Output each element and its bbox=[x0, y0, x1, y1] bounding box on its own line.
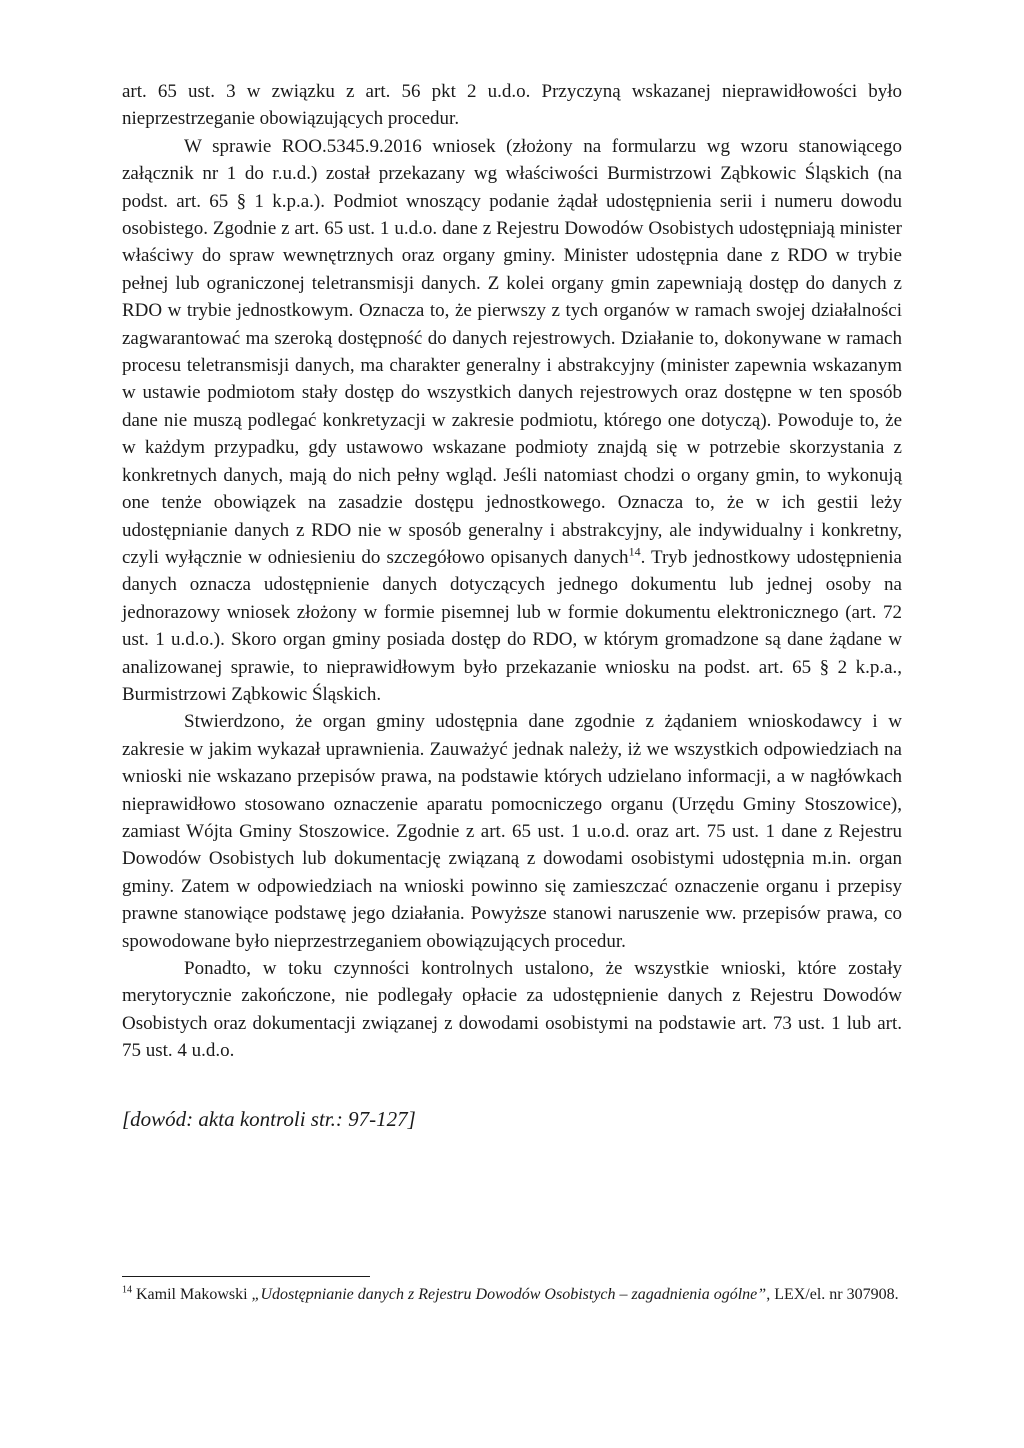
paragraph-2 bbox=[122, 133, 902, 709]
footnote-source: , LEX/el. nr 307908. bbox=[766, 1286, 899, 1303]
paragraph-1: art. 65 ust. 3 w związku z art. 56 pkt 2 u.d.o. Przyczyną wskazanej nieprawidłowości było nieprzestrzeganie obowiązujących procedur. bbox=[122, 81, 902, 130]
footnote-author: Kamil Makowski bbox=[132, 1286, 252, 1303]
main-text bbox=[122, 78, 902, 1065]
footnote bbox=[122, 1284, 902, 1305]
footnote-reference: 14 bbox=[628, 544, 641, 559]
footnote-title: „Udostępnianie danych z Rejestru Dowodów Osobistych – zagadnienia ogólne” bbox=[251, 1286, 767, 1303]
evidence-reference: [dowód: akta kontroli str.: 97-127] bbox=[122, 1106, 416, 1131]
paragraph-2-text: W sprawie ROO.5345.9.2016 wniosek (złożony na formularzu wg wzoru stanowiącego załącznik nr 1 do r.u.d.) został przekazany wg właściwości Burmistrzowi Ząbkowic Śląskich (na podst. art. 65 § 1 k.p.a.). Podmiot wnoszący podanie żądał udostępnienia serii i numeru dowodu osobistego. Zgodnie z art. 65 ust. 1 u.d.o. dane z Rejestru Dowodów Osobistych udostępniają minister właściwy do spraw wewnętrznych oraz organy gminy. Minister udostępnia dane z RDO w trybie pełnej lub ograniczonej teletransmisji danych. Z kolei organy gmin zapewniają dostęp do danych z RDO w trybie jednostkowym. Oznacza to, że pierwszy z tych organów w ramach swojej działalności zagwarantować ma szeroką dostępność do danych rejestrowych. Działanie to, dokonywane w ramach procesu teletransmisji danych, ma charakter generalny i abstrakcyjny (minister zapewnia wskazanym w ustawie podmiotom stały dostęp do wszystkich danych rejestrowych oraz dostępne w ten sposób dane nie muszą podlegać konkretyzacji w zakresie podmiotu, którego one dotyczą). Powoduje to, że w każdym przypadku, gdy ustawowo wskazane podmioty znajdą się w potrzebie skorzystania z konkretnych danych, mają do nich pełny wgląd. Jeśli natomiast chodzi o organy gmin, to wykonują one tenże obowiązek na zasadzie dostępu jednostkowego. Oznacza to, że w ich gestii leży udostępnianie danych z RDO nie w sposób generalny i abstrakcyjny, ale indywidualny i konkretny, czyli wyłącznie w odniesieniu do szczegółowo opisanych danych bbox=[122, 135, 902, 568]
paragraph-3: Stwierdzono, że organ gminy udostępnia dane zgodnie z żądaniem wnioskodawcy i w zakresie w jakim wykazał uprawnienia. Zauważyć jednak należy, iż we wszystkich odpowiedziach na wnioski nie wskazano przepisów prawa, na podstawie których udzielano informacji, a w nagłówkach nieprawidłowo stosowano oznaczenie aparatu pomocniczego organu (Urzędu Gminy Stoszowice), zamiast Wójta Gminy Stoszowice. Zgodnie z art. 65 ust. 1 u.o.d. oraz art. 75 ust. 1 dane z Rejestru Dowodów Osobistych lub dokumentację związaną z dowodami osobistymi udostępnia m.in. organ gminy. Zatem w odpowiedziach na wnioski powinno się zamieszczać oznaczenie organu i przepisy prawne stanowiące podstawę jego działania. Powyższe stanowi naruszenie ww. przepisów prawa, co spowodowane było nieprzestrzeganiem obowiązujących procedur. bbox=[122, 711, 902, 952]
document-page bbox=[122, 78, 902, 1133]
footnote-divider bbox=[122, 1276, 370, 1277]
paragraph-4: Ponadto, w toku czynności kontrolnych ustalono, że wszystkie wnioski, które zostały merytorycznie zakończone, nie podlegały opłacie za udostępnienie danych z Rejestru Dowodów Osobistych oraz dokumentacji związanej z dowodami osobistymi na podstawie art. 73 ust. 1 lub art. 75 ust. 4 u.d.o. bbox=[122, 958, 902, 1062]
footnote-number: 14 bbox=[122, 1284, 132, 1296]
paragraph-2-tail: . Tryb jednostkowy udostępnienia danych oznacza udostępnienie danych dotyczących jednego dokumentu lub jednej osoby na jednorazowy wniosek złożony w formie pisemnej lub w formie dokumentu elektronicznego (art. 72 ust. 1 u.d.o.). Skoro organ gminy posiada dostęp do RDO, w którym gromadzone są dane żądane w analizowanej sprawie, to nieprawidłowym było przekazanie wniosku na podst. art. 65 § 2 k.p.a., Burmistrzowi Ząbkowic Śląskich. bbox=[122, 546, 902, 705]
